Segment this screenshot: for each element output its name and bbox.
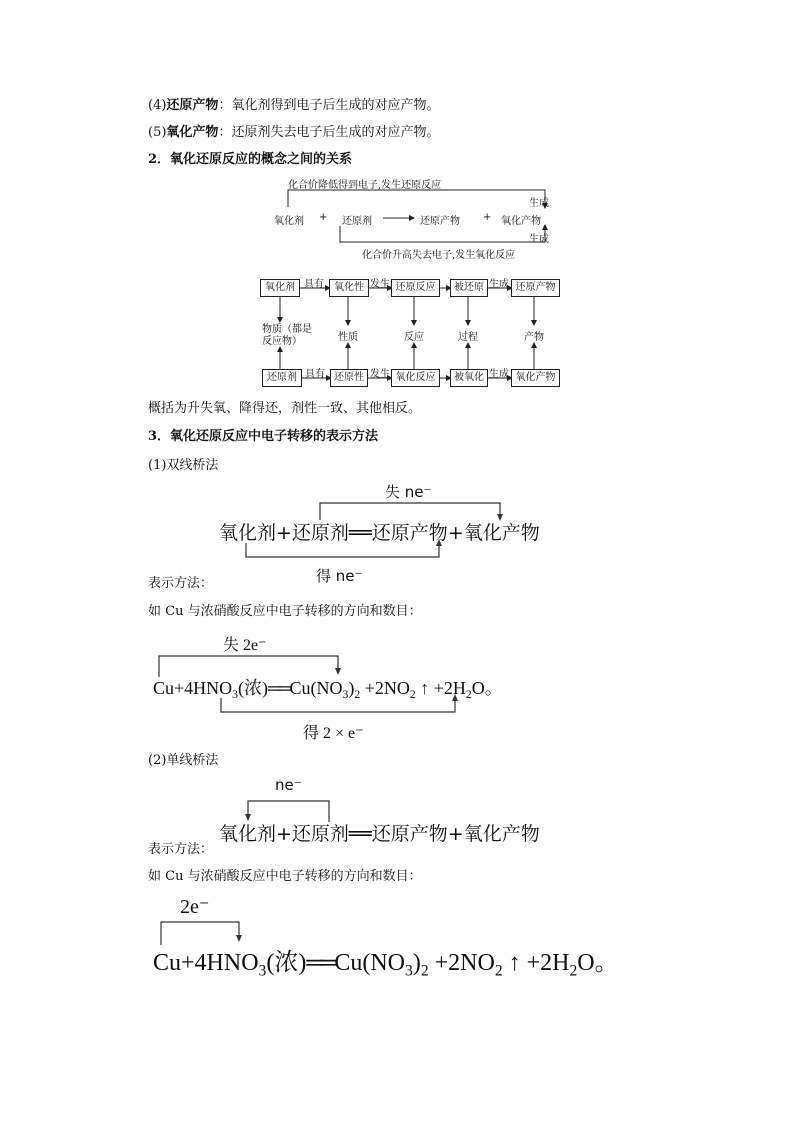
reduction-product: 还原产物 [420, 216, 460, 227]
cu-eq-sub: 2 [569, 962, 578, 980]
cu-eq-conc: (浓) [266, 950, 307, 976]
link-top-generate: 生成 [489, 279, 509, 290]
cu-eq-sub: 2 [409, 688, 416, 702]
cu-eq-sub: 2 [465, 688, 472, 702]
top-label: 化合价降低得到电子,发生还原反应 [288, 180, 442, 191]
cu-eq-right: +2NO [360, 678, 410, 698]
item-5-number: (5) [148, 125, 167, 140]
link-top-occur: 发生 [370, 279, 390, 290]
cu-eq-sub: 2 [494, 962, 503, 980]
plus-1: + [319, 212, 328, 223]
gen-top-label: 生成 [529, 198, 549, 209]
label-reaction: 反应 [404, 332, 424, 343]
bottom-label: 化合价升高失去电子,发生氧化反应 [362, 250, 516, 261]
gen-bottom-label: 生成 [529, 234, 549, 245]
box-reduced: 被还原 [450, 279, 488, 297]
cu-eq-sub: 2 [354, 688, 361, 702]
cu-eq-sub: 3 [342, 688, 349, 702]
single-bridge-heading: (2)单线桥法 [148, 753, 219, 768]
plus-2: + [483, 212, 492, 223]
box-oxidant: 氧化剂 [260, 279, 300, 297]
single-bridge-equation: 氧化剂+还原剂══还原产物+氧化产物 [219, 823, 540, 845]
cu-eq-right: Cu(NO [289, 678, 343, 698]
cu-eq-equals: ══ [268, 678, 290, 698]
oxidant: 氧化剂 [274, 216, 304, 227]
item-5-text: ：还原剂失去电子后生成的对应产物。 [218, 125, 440, 140]
cu-eq-left: Cu+4HNO [153, 678, 233, 698]
cu-eq-sub: 2 [420, 962, 429, 980]
label-property: 性质 [338, 332, 358, 343]
cu-eq-right: O。 [577, 950, 619, 976]
double-bridge-heading: (1)双线桥法 [148, 458, 219, 473]
gain-2-electrons: 得 2 × e⁻ [303, 725, 364, 742]
cu-eq-left: Cu+4HNO [153, 950, 259, 976]
label-process: 过程 [458, 332, 478, 343]
example-label-2: 如 Cu 与浓硝酸反应中电子转移的方向和数目： [148, 869, 422, 884]
cu-eq-right: ↑ +2H [415, 678, 466, 698]
cu-eq-right: ↑ +2H [502, 950, 570, 976]
cu-eq-right: +2NO [428, 950, 495, 976]
item-4-text: ：氧化剂得到电子后生成的对应产物。 [218, 98, 440, 113]
link-top-have: 具有 [304, 279, 324, 290]
cu-eq-conc: (浓) [238, 678, 268, 698]
cu-eq-sub: 3 [258, 962, 267, 980]
lose-n-electrons: 失 ne⁻ [385, 483, 432, 501]
box-oxidizing: 氧化性 [329, 279, 369, 297]
item-5-term: 氧化产物 [166, 125, 219, 140]
section-2-title: 2．氧化还原反应的概念之间的关系 [148, 152, 353, 167]
cu-single-equation [153, 942, 619, 980]
cu-eq-right: O。 [471, 678, 503, 698]
box-reducing: 还原性 [330, 369, 368, 387]
label-substance: 物质（都是 反应物） [262, 324, 312, 347]
link-bottom-have: 具有 [305, 369, 325, 380]
cu-eq-sub: 3 [232, 688, 238, 702]
single-n-electrons: ne⁻ [275, 776, 302, 794]
lose-2-electrons: 失 2e⁻ [223, 637, 267, 654]
cu-eq-right: ) [412, 950, 421, 976]
reductant: 还原剂 [342, 216, 372, 227]
box-reductant: 还原剂 [262, 369, 302, 387]
double-bridge-equation: 氧化剂+还原剂══还原产物+氧化产物 [219, 522, 540, 544]
cu-eq-right: ) [348, 678, 355, 698]
box-reduction-reaction: 还原反应 [391, 279, 440, 297]
section-3-title: 3．氧化还原反应中电子转移的表示方法 [148, 429, 379, 444]
two-electrons-label: 2e⁻ [180, 896, 210, 918]
oxidation-product: 氧化产物 [501, 216, 541, 227]
method-label-2: 表示方法： [148, 842, 214, 857]
gain-n-electrons: 得 ne⁻ [316, 567, 363, 585]
method-label-1: 表示方法： [148, 576, 214, 591]
summary-text: 概括为升失氧、降得还，剂性一致、其他相反。 [148, 401, 422, 416]
box-oxidation-product: 氧化产物 [511, 369, 560, 387]
box-reduction-product: 还原产物 [511, 279, 560, 297]
item-4-term: 还原产物 [166, 98, 219, 113]
cu-eq-equals: ══ [306, 950, 335, 976]
cu-eq-sub: 3 [405, 962, 413, 980]
box-oxidized: 被氧化 [450, 369, 488, 387]
item-4-number: (4) [148, 98, 167, 113]
example-label-1: 如 Cu 与浓硝酸反应中电子转移的方向和数目： [148, 604, 422, 619]
link-bottom-generate: 生成 [489, 369, 509, 380]
cu-eq-right: Cu(NO [334, 950, 406, 976]
box-oxidation-reaction: 氧化反应 [391, 369, 440, 387]
link-bottom-occur: 发生 [370, 369, 390, 380]
label-product: 产物 [524, 332, 544, 343]
